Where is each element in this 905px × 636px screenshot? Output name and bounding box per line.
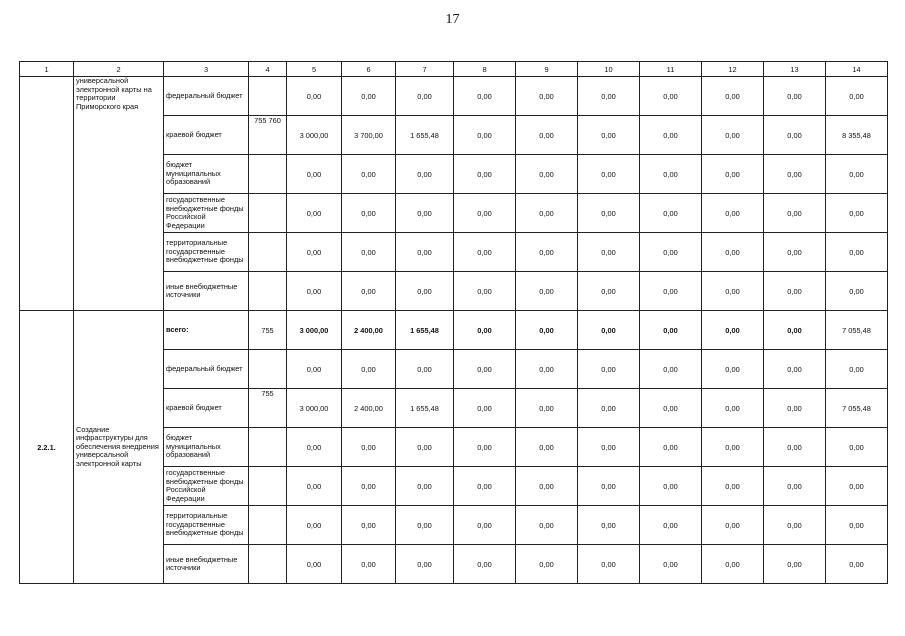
amount-cell: 0,00 — [287, 467, 342, 506]
amount-cell: 0,00 — [764, 467, 826, 506]
amount-cell: 0,00 — [578, 272, 640, 311]
amount-cell: 0,00 — [454, 77, 516, 116]
table-body — [20, 62, 888, 584]
budget-code-cell: 755 — [249, 389, 287, 428]
amount-cell: 0,00 — [578, 389, 640, 428]
amount-cell: 0,00 — [342, 272, 396, 311]
table-row — [20, 77, 888, 116]
amount-cell: 0,00 — [640, 311, 702, 350]
item-name-cell: Создание инфраструктуры для обеспечения внедрения универсальной электронной карты — [74, 311, 164, 584]
amount-cell: 0,00 — [640, 428, 702, 467]
page-number: 17 — [445, 12, 460, 27]
amount-cell: 1 655,48 — [396, 311, 454, 350]
amount-cell: 0,00 — [342, 233, 396, 272]
column-number-header: 2 — [74, 62, 164, 77]
amount-cell: 0,00 — [702, 350, 764, 389]
budget-code-cell — [249, 272, 287, 311]
amount-cell: 0,00 — [578, 311, 640, 350]
amount-cell: 0,00 — [342, 545, 396, 584]
amount-cell: 0,00 — [578, 155, 640, 194]
amount-cell: 0,00 — [640, 272, 702, 311]
item-name-cell: универсальной электронной карты на территории Приморского края — [74, 77, 164, 311]
amount-cell: 0,00 — [516, 506, 578, 545]
amount-cell: 0,00 — [516, 467, 578, 506]
amount-cell: 3 000,00 — [287, 311, 342, 350]
amount-cell: 0,00 — [578, 116, 640, 155]
amount-cell: 0,00 — [640, 506, 702, 545]
funding-source-cell: бюджет муниципальных образований — [164, 155, 249, 194]
item-index-cell — [20, 77, 74, 311]
amount-cell: 0,00 — [764, 350, 826, 389]
amount-cell: 0,00 — [640, 155, 702, 194]
amount-cell: 0,00 — [287, 155, 342, 194]
column-number-header: 1 — [20, 62, 74, 77]
budget-code-cell — [249, 545, 287, 584]
amount-cell: 0,00 — [702, 233, 764, 272]
funding-source-cell: краевой бюджет — [164, 116, 249, 155]
funding-source-cell: территориальные государственные внебюджетные фонды — [164, 233, 249, 272]
amount-cell: 0,00 — [702, 272, 764, 311]
amount-cell: 0,00 — [287, 545, 342, 584]
funding-source-cell: иные внебюджетные источники — [164, 545, 249, 584]
amount-cell: 0,00 — [640, 350, 702, 389]
column-number-header: 12 — [702, 62, 764, 77]
amount-cell: 3 000,00 — [287, 116, 342, 155]
amount-cell: 0,00 — [578, 350, 640, 389]
budget-code-cell: 755 — [249, 311, 287, 350]
amount-cell: 0,00 — [826, 350, 888, 389]
amount-cell: 0,00 — [640, 467, 702, 506]
amount-cell: 0,00 — [764, 116, 826, 155]
amount-cell: 2 400,00 — [342, 389, 396, 428]
amount-cell: 0,00 — [764, 77, 826, 116]
budget-code-cell — [249, 467, 287, 506]
amount-cell: 0,00 — [396, 233, 454, 272]
amount-cell: 0,00 — [702, 116, 764, 155]
amount-cell: 0,00 — [578, 467, 640, 506]
funding-source-cell: территориальные государственные внебюджетные фонды — [164, 506, 249, 545]
amount-cell: 3 000,00 — [287, 389, 342, 428]
amount-cell: 0,00 — [342, 194, 396, 233]
amount-cell: 0,00 — [516, 77, 578, 116]
amount-cell: 0,00 — [396, 272, 454, 311]
amount-cell: 7 055,48 — [826, 311, 888, 350]
amount-cell: 0,00 — [287, 506, 342, 545]
funding-source-cell: государственные внебюджетные фонды Российской Федерации — [164, 467, 249, 506]
amount-cell: 0,00 — [640, 116, 702, 155]
budget-code-cell — [249, 194, 287, 233]
table-row — [20, 311, 888, 350]
amount-cell: 0,00 — [702, 155, 764, 194]
amount-cell: 0,00 — [396, 428, 454, 467]
budget-code-cell — [249, 506, 287, 545]
amount-cell: 2 400,00 — [342, 311, 396, 350]
budget-code-cell — [249, 428, 287, 467]
funding-source-cell: краевой бюджет — [164, 389, 249, 428]
amount-cell: 0,00 — [342, 428, 396, 467]
budget-table — [19, 61, 888, 584]
amount-cell: 0,00 — [640, 77, 702, 116]
column-number-header: 5 — [287, 62, 342, 77]
column-number-header: 8 — [454, 62, 516, 77]
amount-cell: 0,00 — [826, 194, 888, 233]
funding-source-cell: федеральный бюджет — [164, 77, 249, 116]
amount-cell: 0,00 — [454, 233, 516, 272]
amount-cell: 7 055,48 — [826, 389, 888, 428]
column-number-header: 6 — [342, 62, 396, 77]
amount-cell: 0,00 — [764, 311, 826, 350]
amount-cell: 0,00 — [287, 350, 342, 389]
amount-cell: 0,00 — [764, 233, 826, 272]
amount-cell: 0,00 — [516, 350, 578, 389]
amount-cell: 0,00 — [454, 545, 516, 584]
amount-cell: 0,00 — [287, 428, 342, 467]
budget-code-cell — [249, 155, 287, 194]
amount-cell: 0,00 — [454, 194, 516, 233]
amount-cell: 1 655,48 — [396, 389, 454, 428]
column-number-header: 10 — [578, 62, 640, 77]
amount-cell: 0,00 — [764, 506, 826, 545]
amount-cell: 0,00 — [702, 389, 764, 428]
budget-code-cell — [249, 77, 287, 116]
column-number-header: 7 — [396, 62, 454, 77]
amount-cell: 0,00 — [396, 155, 454, 194]
budget-code-cell — [249, 233, 287, 272]
amount-cell: 0,00 — [516, 194, 578, 233]
amount-cell: 0,00 — [826, 77, 888, 116]
amount-cell: 0,00 — [454, 350, 516, 389]
funding-source-cell: федеральный бюджет — [164, 350, 249, 389]
amount-cell: 0,00 — [516, 428, 578, 467]
amount-cell: 0,00 — [764, 155, 826, 194]
amount-cell: 0,00 — [342, 77, 396, 116]
amount-cell: 0,00 — [702, 428, 764, 467]
amount-cell: 0,00 — [396, 194, 454, 233]
amount-cell: 0,00 — [342, 506, 396, 545]
amount-cell: 0,00 — [826, 506, 888, 545]
amount-cell: 0,00 — [702, 467, 764, 506]
amount-cell: 0,00 — [826, 467, 888, 506]
amount-cell: 0,00 — [454, 428, 516, 467]
amount-cell: 0,00 — [702, 506, 764, 545]
amount-cell: 0,00 — [516, 311, 578, 350]
budget-code-cell — [249, 350, 287, 389]
amount-cell: 0,00 — [764, 194, 826, 233]
column-number-header: 11 — [640, 62, 702, 77]
amount-cell: 1 655,48 — [396, 116, 454, 155]
amount-cell: 0,00 — [454, 272, 516, 311]
amount-cell: 0,00 — [396, 467, 454, 506]
amount-cell: 0,00 — [454, 311, 516, 350]
amount-cell: 0,00 — [578, 545, 640, 584]
amount-cell: 0,00 — [516, 155, 578, 194]
amount-cell: 0,00 — [764, 428, 826, 467]
amount-cell: 0,00 — [826, 272, 888, 311]
amount-cell: 0,00 — [640, 389, 702, 428]
amount-cell: 0,00 — [578, 233, 640, 272]
amount-cell: 3 700,00 — [342, 116, 396, 155]
amount-cell: 0,00 — [764, 389, 826, 428]
funding-source-cell: бюджет муниципальных образований — [164, 428, 249, 467]
amount-cell: 0,00 — [342, 350, 396, 389]
amount-cell: 0,00 — [287, 194, 342, 233]
item-index-cell: 2.2.1. — [20, 311, 74, 584]
amount-cell: 0,00 — [287, 272, 342, 311]
amount-cell: 0,00 — [516, 272, 578, 311]
amount-cell: 0,00 — [454, 155, 516, 194]
amount-cell: 0,00 — [454, 389, 516, 428]
amount-cell: 0,00 — [287, 77, 342, 116]
amount-cell: 0,00 — [578, 506, 640, 545]
amount-cell: 0,00 — [826, 428, 888, 467]
amount-cell: 0,00 — [764, 272, 826, 311]
amount-cell: 0,00 — [287, 233, 342, 272]
amount-cell: 0,00 — [640, 233, 702, 272]
amount-cell: 0,00 — [578, 77, 640, 116]
amount-cell: 0,00 — [454, 116, 516, 155]
amount-cell: 0,00 — [396, 506, 454, 545]
column-number-header-row — [20, 62, 888, 77]
amount-cell: 0,00 — [578, 428, 640, 467]
column-number-header: 4 — [249, 62, 287, 77]
amount-cell: 0,00 — [342, 155, 396, 194]
amount-cell: 0,00 — [342, 467, 396, 506]
amount-cell: 0,00 — [702, 311, 764, 350]
amount-cell: 0,00 — [516, 116, 578, 155]
amount-cell: 0,00 — [396, 545, 454, 584]
amount-cell: 0,00 — [826, 545, 888, 584]
amount-cell: 0,00 — [826, 155, 888, 194]
funding-source-cell: иные внебюджетные источники — [164, 272, 249, 311]
amount-cell: 0,00 — [640, 545, 702, 584]
amount-cell: 0,00 — [454, 467, 516, 506]
column-number-header: 3 — [164, 62, 249, 77]
amount-cell: 0,00 — [578, 194, 640, 233]
column-number-header: 9 — [516, 62, 578, 77]
amount-cell: 0,00 — [640, 194, 702, 233]
amount-cell: 0,00 — [764, 545, 826, 584]
amount-cell: 0,00 — [826, 233, 888, 272]
amount-cell: 0,00 — [702, 194, 764, 233]
amount-cell: 0,00 — [396, 350, 454, 389]
column-number-header: 14 — [826, 62, 888, 77]
amount-cell: 0,00 — [454, 506, 516, 545]
funding-source-cell: всего: — [164, 311, 249, 350]
amount-cell: 0,00 — [516, 233, 578, 272]
amount-cell: 0,00 — [516, 545, 578, 584]
amount-cell: 0,00 — [702, 545, 764, 584]
budget-code-cell: 755 760 — [249, 116, 287, 155]
amount-cell: 0,00 — [396, 77, 454, 116]
amount-cell: 8 355,48 — [826, 116, 888, 155]
amount-cell: 0,00 — [516, 389, 578, 428]
funding-source-cell: государственные внебюджетные фонды Российской Федерации — [164, 194, 249, 233]
amount-cell: 0,00 — [702, 77, 764, 116]
column-number-header: 13 — [764, 62, 826, 77]
